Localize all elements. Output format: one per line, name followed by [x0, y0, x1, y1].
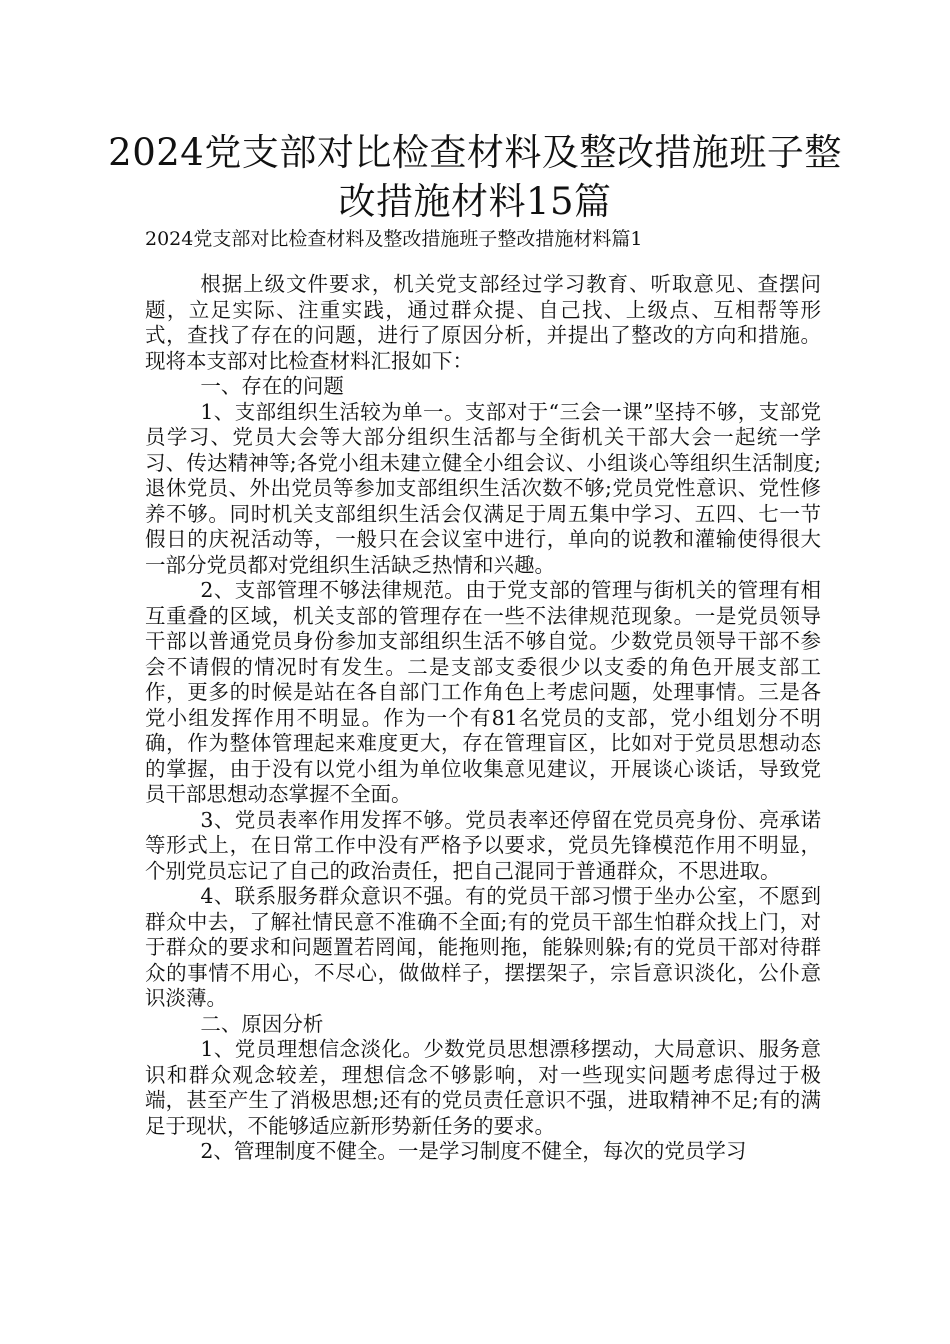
paragraph-cause-1: 1、党员理想信念淡化。少数党员思想漂移摆动，大局意识、服务意识和群众观念较差，理想信念不够影响，对一些现实问题考虑得过于极端，甚至产生了消极思想;还有的党员责任意识不强，进取精神不足;有的满足于现状，不能够适应新形势新任务的要求。 — [145, 1037, 821, 1138]
section-heading-problems: 一、存在的问题 — [200, 374, 344, 398]
paragraph-problem-4: 4、联系服务群众意识不强。有的党员干部习惯于坐办公室，不愿到群众中去，了解社情民意不准确不全面;有的党员干部生怕群众找上门，对于群众的要求和问题置若罔闻，能拖则拖，能躲则躲;有的党员干部对待群众的事情不用心，不尽心，做做样子，摆摆架子，宗旨意识淡化，公仆意识淡薄。 — [145, 884, 821, 1010]
section-heading-causes: 二、原因分析 — [200, 1011, 324, 1036]
paragraph-cause-2: 2、管理制度不健全。一是学习制度不健全，每次的党员学习 — [200, 1139, 747, 1163]
paragraph-problem-1: 1、支部组织生活较为单一。支部对于“三会一课”坚持不够，支部党员学习、党员大会等大部分组织生活都与全街机关干部大会一起统一学习、传达精神等;各党小组未建立健全小组会议、小组谈心等组织生活制度;退休党员、外出党员等参加支部组织生活次数不够;党员党性意识、党性修养不够。同时机关支部组织生活会仅满足于周五集中学习、五四、七一节假日的庆祝活动等，一般只在会议室中进行，单向的说教和灌输使得很大一部分党员都对党组织生活缺乏热情和兴趣。 — [145, 399, 821, 577]
document-subtitle: 2024党支部对比检查材料及整改措施班子整改措施材料篇1 — [145, 228, 643, 250]
paragraph-problem-3: 3、党员表率作用发挥不够。党员表率还停留在党员亮身份、亮承诺等形式上，在日常工作中没有严格予以要求，党员先锋模范作用不明显，个别党员忘记了自己的政治责任，把自己混同于普通群众，不思进取。 — [145, 807, 821, 883]
document-body — [145, 272, 821, 1165]
paragraph-problem-2: 2、支部管理不够法律规范。由于党支部的管理与街机关的管理有相互重叠的区域，机关支部的管理存在一些不法律规范现象。一是党员领导干部以普通党员身份参加支部组织生活不够自觉。少数党员领导干部不参会不请假的情况时有发生。二是支部支委很少以支委的角色开展支部工作，更多的时候是站在各自部门工作角色上考虑问题，处理事情。三是各党小组发挥作用不明显。作为一个有81名党员的支部，党小组划分不明确，作为整体管理起来难度更大，存在管理盲区，比如对于党员思想动态的掌握，由于没有以党小组为单位收集意见建议，开展谈心谈话，导致党员干部思想动态掌握不全面。 — [145, 578, 821, 806]
paragraph-intro: 根据上级文件要求，机关党支部经过学习教育、听取意见、查摆问题，立足实际、注重实践，通过群众提、自己找、上级点、互相帮等形式，查找了存在的问题，进行了原因分析，并提出了整改的方向和措施。现将本支部对比检查材料汇报如下： — [145, 272, 821, 373]
document-title: 2024党支部对比检查材料及整改措施班子整改措施材料15篇 — [108, 131, 842, 223]
